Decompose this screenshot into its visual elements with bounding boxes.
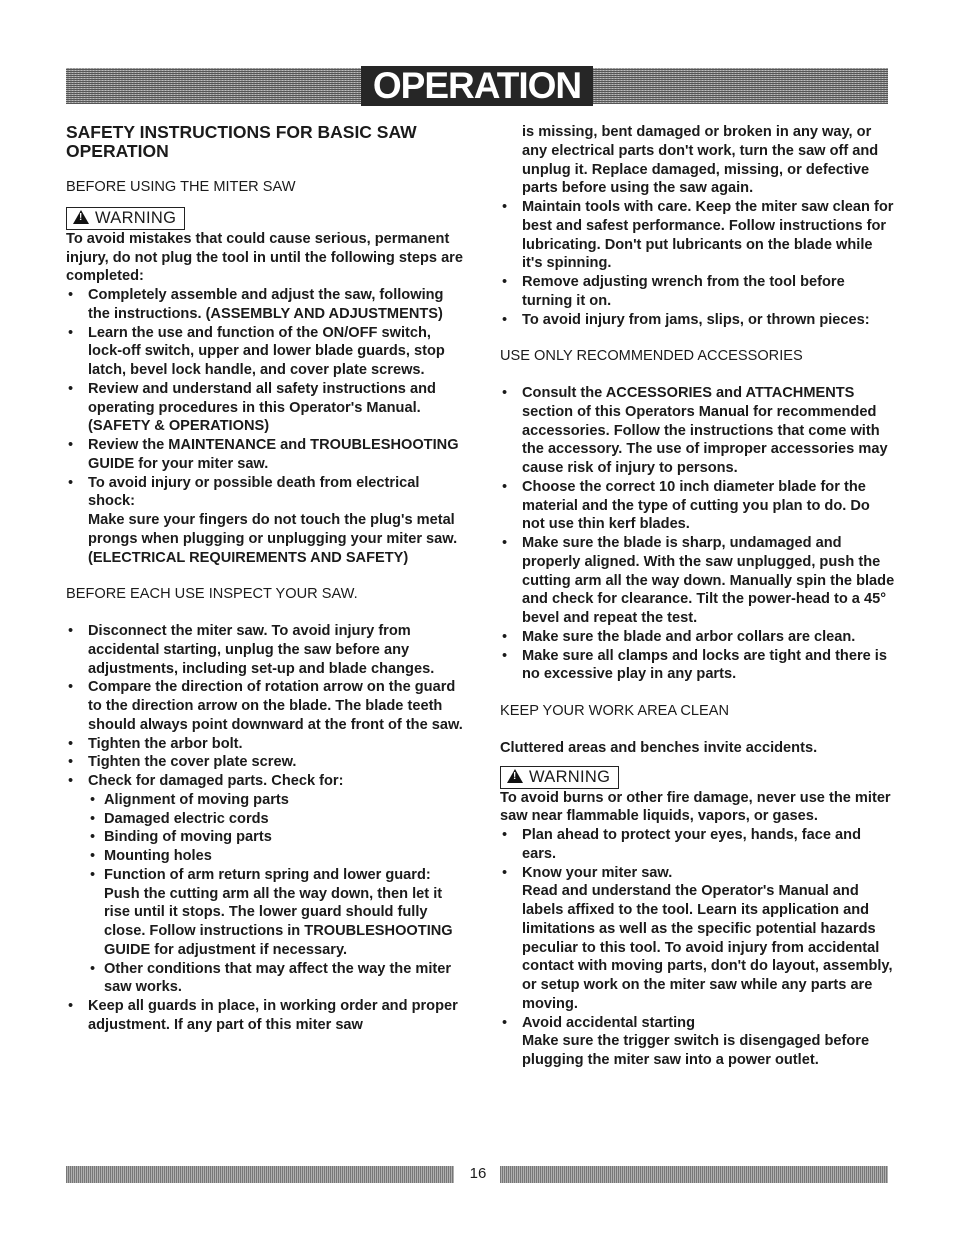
sublist-item: • Alignment of moving parts <box>88 791 466 810</box>
sublist-item: • Binding of moving parts <box>88 828 466 847</box>
section-title: SAFETY INSTRUCTIONS FOR BASIC SAW OPERATION <box>66 122 417 161</box>
list-item-text: Know your miter saw. <box>522 864 673 881</box>
list-item: • Review the MAINTENANCE and TROUBLESHOOTING GUIDE for your miter saw. <box>66 436 466 474</box>
warning-paragraph: To avoid burns or other fire damage, never use the miter saw near flammable liquids, vapors, or gases. <box>500 789 891 825</box>
list-item: • Review and understand all safety instructions and operating procedures in this Operator's Manual. (SAFETY & OPERATIONS) <box>66 380 466 436</box>
banner-title: OPERATION <box>361 66 593 106</box>
warning-paragraph: To avoid mistakes that could cause serious, permanent injury, do not plug the tool in until the following steps are completed: <box>66 230 463 285</box>
list-item: • Choose the correct 10 inch diameter blade for the material and the type of cutting you plan to do. Do not use thin kerf blades. <box>500 478 895 534</box>
list-item: • Remove adjusting wrench from the tool before turning it on. <box>500 273 895 311</box>
list-item-note: Make sure the trigger switch is disengaged before plugging the miter saw into a power outlet. <box>522 1033 870 1068</box>
list-item <box>500 864 895 1014</box>
list-item: • Make sure the blade is sharp, undamaged and properly aligned. With the saw unplugged, push the cutting arm all the way down. Manually spin the blade and check for clearance. Tilt the power-head to a 45° bevel and repeat the test. <box>500 534 895 628</box>
sublist-item: • Damaged electric cords <box>88 810 466 829</box>
sublist-item: • Other conditions that may affect the way the miter saw works. <box>88 960 466 998</box>
list-item: • Tighten the cover plate screw. <box>66 753 466 772</box>
list-item-note: Make sure your fingers do not touch the plug's metal prongs when plugging or unplugging your miter saw. (ELECTRICAL REQUIREMENTS AND SAFETY) <box>88 512 458 566</box>
warning-triangle-icon <box>507 769 523 783</box>
sublist-item-text: Function of arm return spring and lower guard: <box>104 866 431 883</box>
list-item: • Disconnect the miter saw. To avoid injury from accidental starting, unplug the saw before any adjustments, including set-up and blade changes. <box>66 622 466 678</box>
footer-bar-left <box>66 1166 454 1183</box>
list-item: • Make sure the blade and arbor collars are clean. <box>500 628 895 647</box>
fire-safety-list <box>500 826 895 1070</box>
list-item: • Maintain tools with care. Keep the miter saw clean for best and safest performance. Follow instructions for lubricating. Don't put lubricants on the blade while it's spinning. <box>500 198 895 273</box>
list-item: • Tighten the arbor bolt. <box>66 735 466 754</box>
list-item: • Make sure all clamps and locks are tight and there is no excessive play in any parts. <box>500 647 895 685</box>
list-item-text: Avoid accidental starting <box>522 1014 696 1031</box>
warning-label <box>500 766 619 789</box>
warning-text-label: WARNING <box>95 208 177 227</box>
subheading-accessories: USE ONLY RECOMMENDED ACCESSORIES <box>500 348 803 365</box>
list-item: • Learn the use and function of the ON/OFF switch, lock-off switch, upper and lower blade guards, stop latch, bevel lock handle, and cover plate screws. <box>66 324 466 380</box>
list-item: • Plan ahead to protect your eyes, hands, face and ears. <box>500 826 895 864</box>
inspect-list <box>66 622 466 1035</box>
list-item <box>500 1014 895 1070</box>
subheading-before-each: BEFORE EACH USE INSPECT YOUR SAW. <box>66 586 358 603</box>
subheading-work-area: KEEP YOUR WORK AREA CLEAN <box>500 703 729 719</box>
warning-triangle-icon <box>73 210 89 224</box>
setup-steps-list <box>66 286 466 567</box>
warning-text-label: WARNING <box>529 767 611 786</box>
list-item <box>66 772 466 997</box>
footer-bar-right <box>500 1166 888 1183</box>
work-area-paragraph: Cluttered areas and benches invite accidents. <box>500 739 818 756</box>
list-item: • Compare the direction of rotation arrow on the guard to the direction arrow on the blade. The blade teeth should always point downward at the front of the saw. <box>66 678 466 734</box>
accessories-list <box>500 384 895 684</box>
list-item: • Keep all guards in place, in working order and proper adjustment. If any part of this miter saw <box>66 997 466 1035</box>
list-item: • Consult the ACCESSORIES and ATTACHMENTS section of this Operators Manual for recommended accessories. Follow the instructions that come with the accessory. The use of improper accessories may cause risk of injury to persons. <box>500 384 895 478</box>
list-item-note: Read and understand the Operator's Manual and labels affixed to the tool. Learn its application and limitations as well as the specific potential hazards peculiar to this tool. To avoid injury from accidental contact with moving parts, don't do layout, assembly, or setup work on the miter saw while any parts are moving. <box>522 883 893 1012</box>
maintenance-list <box>500 198 895 329</box>
list-item: • To avoid injury from jams, slips, or thrown pieces: <box>500 311 895 330</box>
sublist-item: • Mounting holes <box>88 847 466 866</box>
warning-label <box>66 207 185 230</box>
list-item: • Completely assemble and adjust the saw, following the instructions. (ASSEMBLY AND ADJUSTMENTS) <box>66 286 466 324</box>
left-column <box>66 123 466 1035</box>
continued-paragraph: is missing, bent damaged or broken in any way, or any electrical parts don't work, turn the saw off and unplug it. Replace damaged, missing, or defective parts before using the saw again. <box>522 124 879 197</box>
subheading-before-using: BEFORE USING THE MITER SAW <box>66 179 296 195</box>
sublist-item <box>88 866 466 960</box>
sublist-item-note: Push the cutting arm all the way down, then let it rise until it stops. The lower guard should fully close. Follow instructions in TROUBLESHOOTING GUIDE for adjustment if necessary. <box>104 885 453 958</box>
list-item-text: Check for damaged parts. Check for: <box>88 773 344 789</box>
page-number: 16 <box>469 1165 487 1182</box>
check-sublist <box>88 791 466 997</box>
right-column <box>500 123 895 1070</box>
list-item-text: To avoid injury or possible death from electrical shock: <box>88 474 420 510</box>
section-banner <box>66 65 888 106</box>
list-item <box>66 474 466 568</box>
